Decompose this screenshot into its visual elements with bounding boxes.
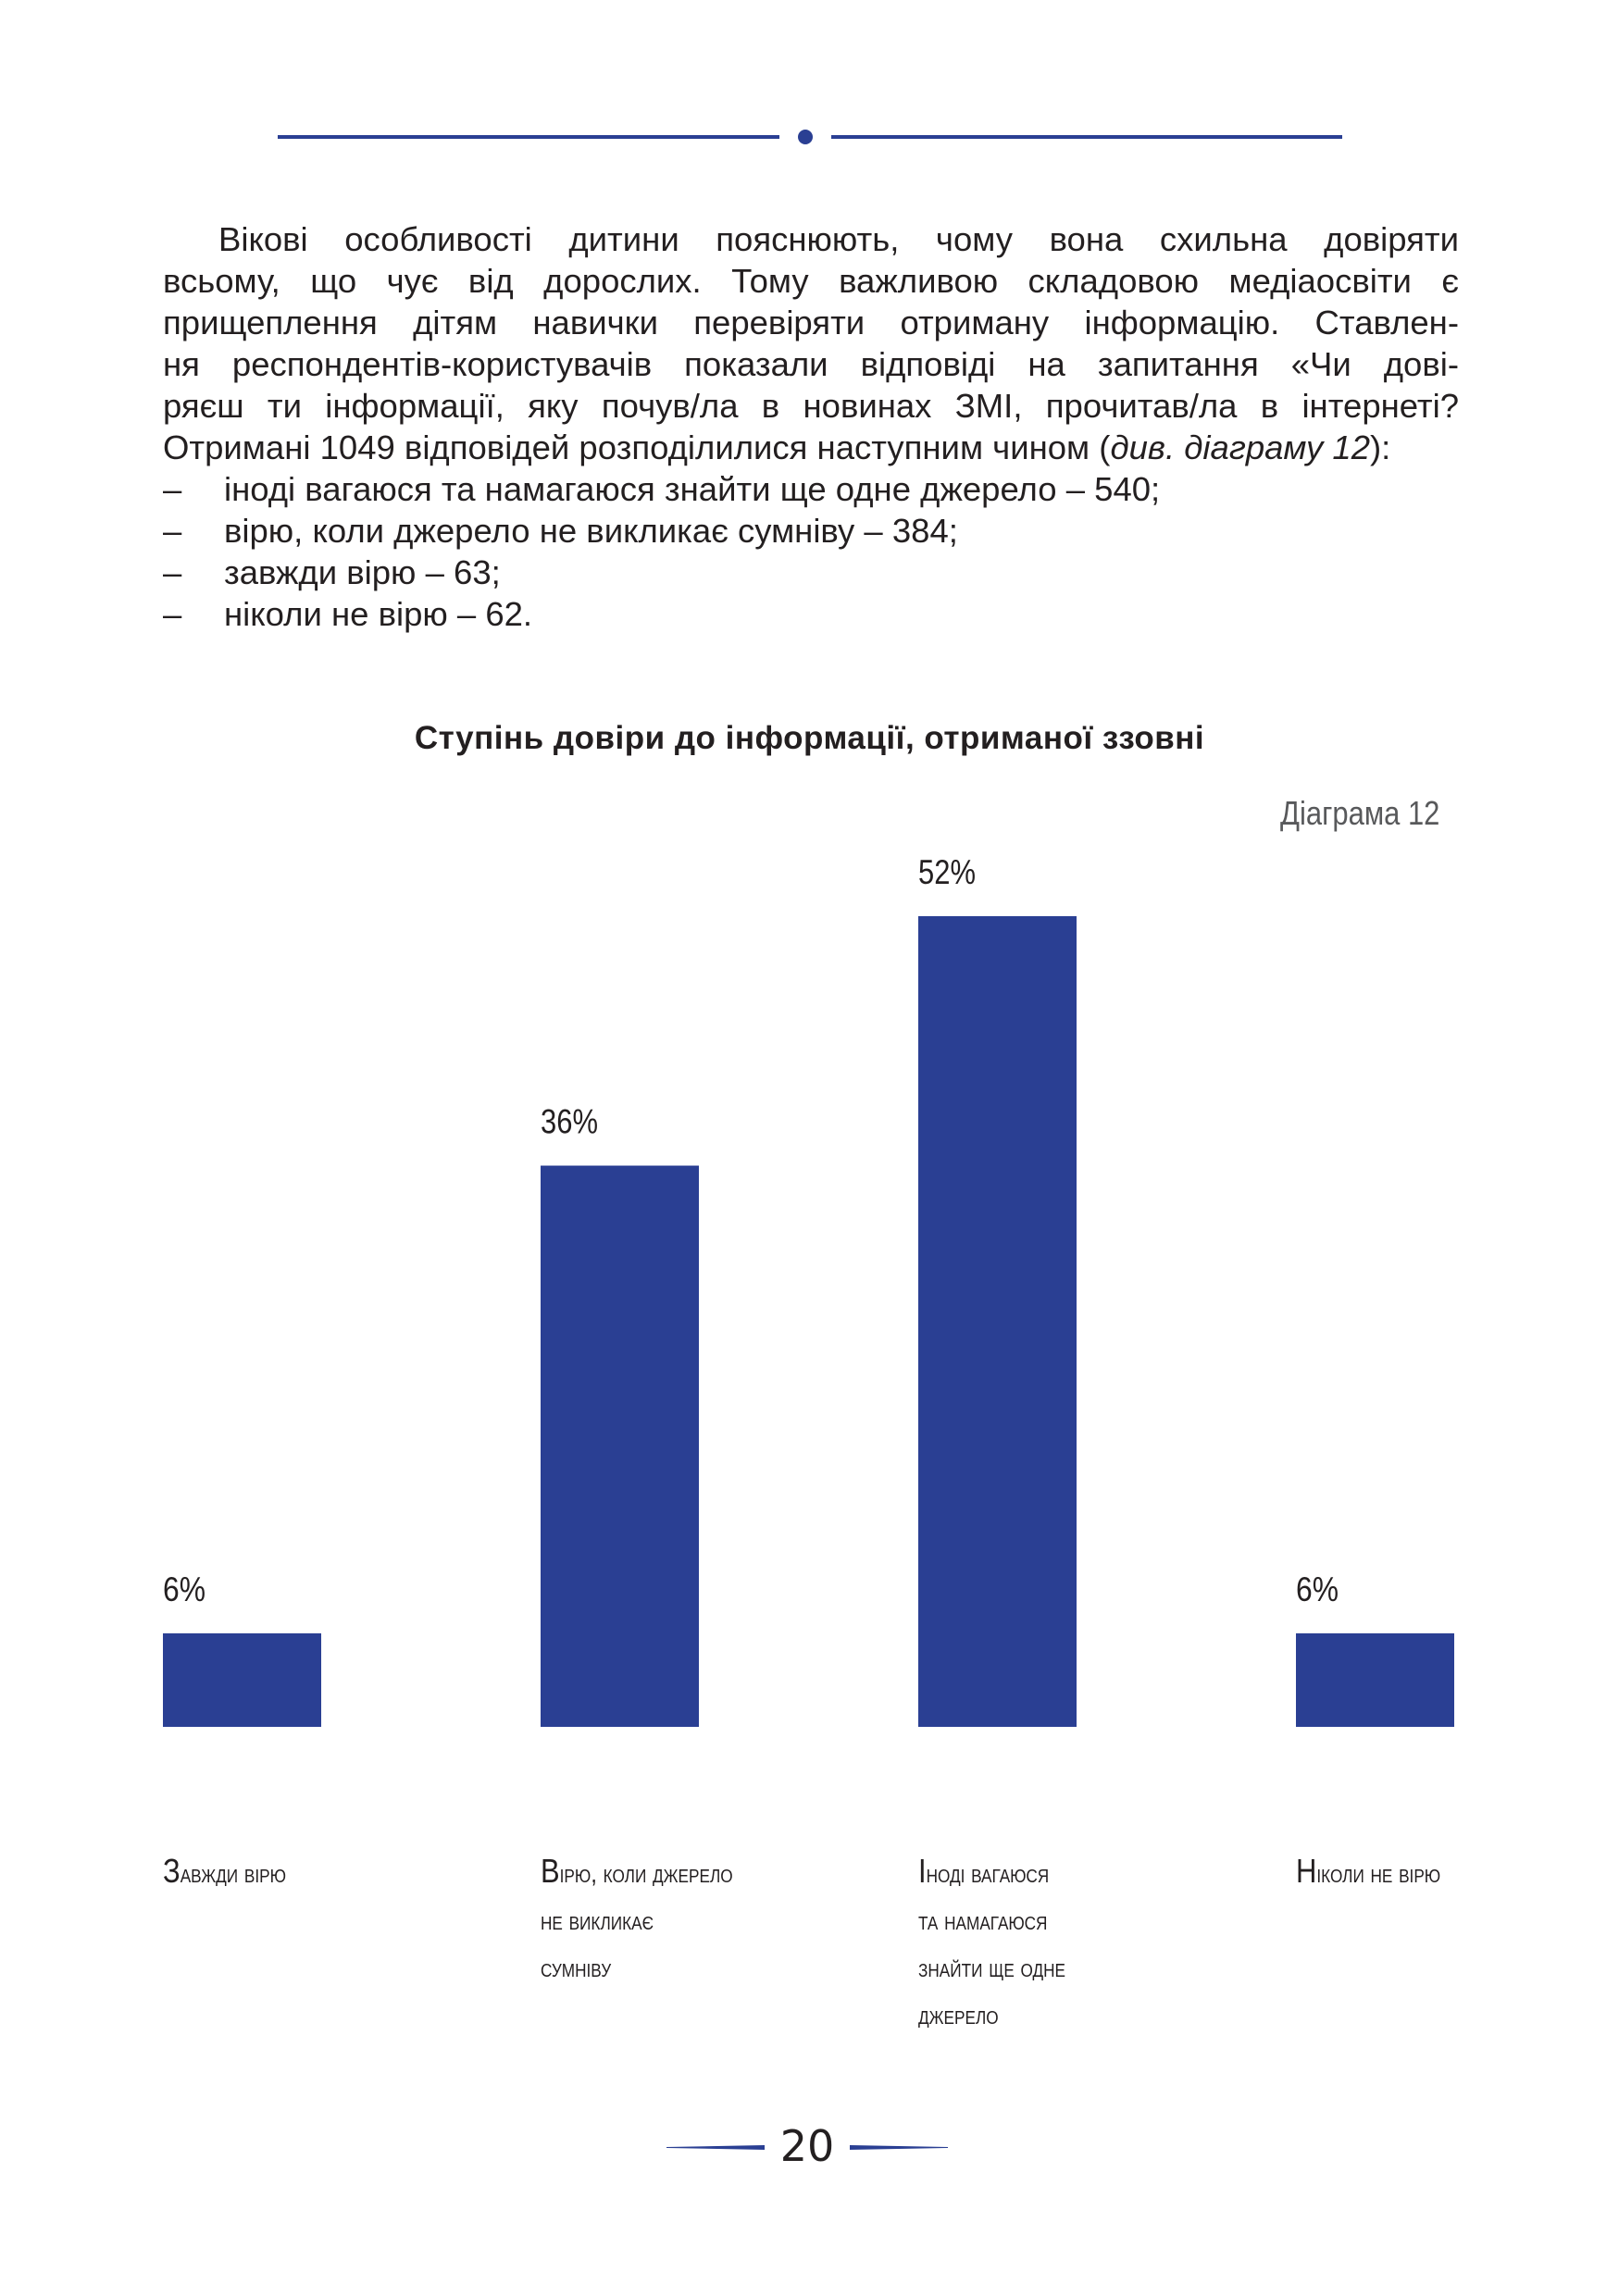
paragraph-line: всьому, що чує від дорослих. Тому важливою складовою медіаосвіти є <box>163 262 1459 300</box>
diagram-caption: Діаграма 12 <box>1279 794 1439 832</box>
category-label-line: не викликає <box>541 1906 654 1935</box>
data-label: 52% <box>918 853 976 891</box>
category-label-line: Іноді вагаюся <box>918 1852 1050 1890</box>
header-dot <box>798 130 813 144</box>
category-label <box>918 1847 1149 2039</box>
bar-2 <box>541 1166 699 1727</box>
header-ornament <box>278 130 1342 148</box>
category-label-line: сумніву <box>541 1954 612 1982</box>
category-label <box>1296 1847 1526 1897</box>
footer-line-right <box>850 2145 948 2150</box>
paragraph-text: Отримані 1049 відповідей розподілилися наступним чином ( <box>163 428 1111 466</box>
bullet-dash: – <box>163 595 182 633</box>
answer-list <box>163 468 1459 635</box>
category-label <box>541 1847 771 1992</box>
category-label-line: Ніколи не вірю <box>1296 1852 1441 1890</box>
body-text <box>163 218 1459 635</box>
list-item-text: завжди вірю – 63; <box>224 553 501 591</box>
paragraph-line: ня респондентів-користувачів показали відповіді на запитання «Чи дові- <box>163 345 1459 383</box>
list-item <box>163 510 1459 552</box>
data-label: 6% <box>1296 1570 1339 1608</box>
list-item-text: вірю, коли джерело не викликає сумніву – 384; <box>224 512 958 550</box>
page-footer <box>666 2119 953 2175</box>
header-line-right <box>831 135 1342 139</box>
category-label-line: знайти ще одне <box>918 1954 1066 1982</box>
list-item <box>163 593 1459 635</box>
paragraph-text: ): <box>1370 428 1391 466</box>
data-label: 6% <box>163 1570 205 1608</box>
paragraph-line-last <box>163 427 1459 468</box>
category-label-line: джерело <box>918 2001 999 2029</box>
list-item <box>163 552 1459 593</box>
category-label-line: Вірю, коли джерело <box>541 1852 733 1890</box>
paragraph-line: Вікові особливості дитини пояснюють, чому вона схильна довіряти <box>218 220 1459 258</box>
bullet-dash: – <box>163 512 182 550</box>
bar-1 <box>163 1633 321 1727</box>
list-item-text: іноді вагаюся та намагаюся знайти ще одне джерело – 540; <box>224 470 1161 508</box>
category-label-line: Завжди вірю <box>163 1852 286 1890</box>
chart-title: Ступінь довіри до інформації, отриманої ззовні <box>414 720 1205 756</box>
footer-line-left <box>666 2145 765 2150</box>
header-line-left <box>278 135 779 139</box>
list-item <box>163 468 1459 510</box>
data-label: 36% <box>541 1102 598 1141</box>
bar-3 <box>918 916 1077 1727</box>
category-label <box>163 1847 393 1897</box>
bar-4 <box>1296 1633 1454 1727</box>
category-label-line: та намагаюся <box>918 1906 1048 1935</box>
paragraph-line: прищеплення дітям навички перевіряти отриману інформацію. Ставлен- <box>163 304 1459 341</box>
paragraph-line: ряєш ти інформації, яку почув/ла в новинах ЗМІ, прочитав/ла в інтернеті? <box>163 387 1459 425</box>
bullet-dash: – <box>163 470 182 508</box>
list-item-text: ніколи не вірю – 62. <box>224 595 533 633</box>
page-number: 20 <box>779 2121 835 2171</box>
diagram-reference: див. діаграму 12 <box>1110 428 1371 466</box>
bullet-dash: – <box>163 553 182 591</box>
